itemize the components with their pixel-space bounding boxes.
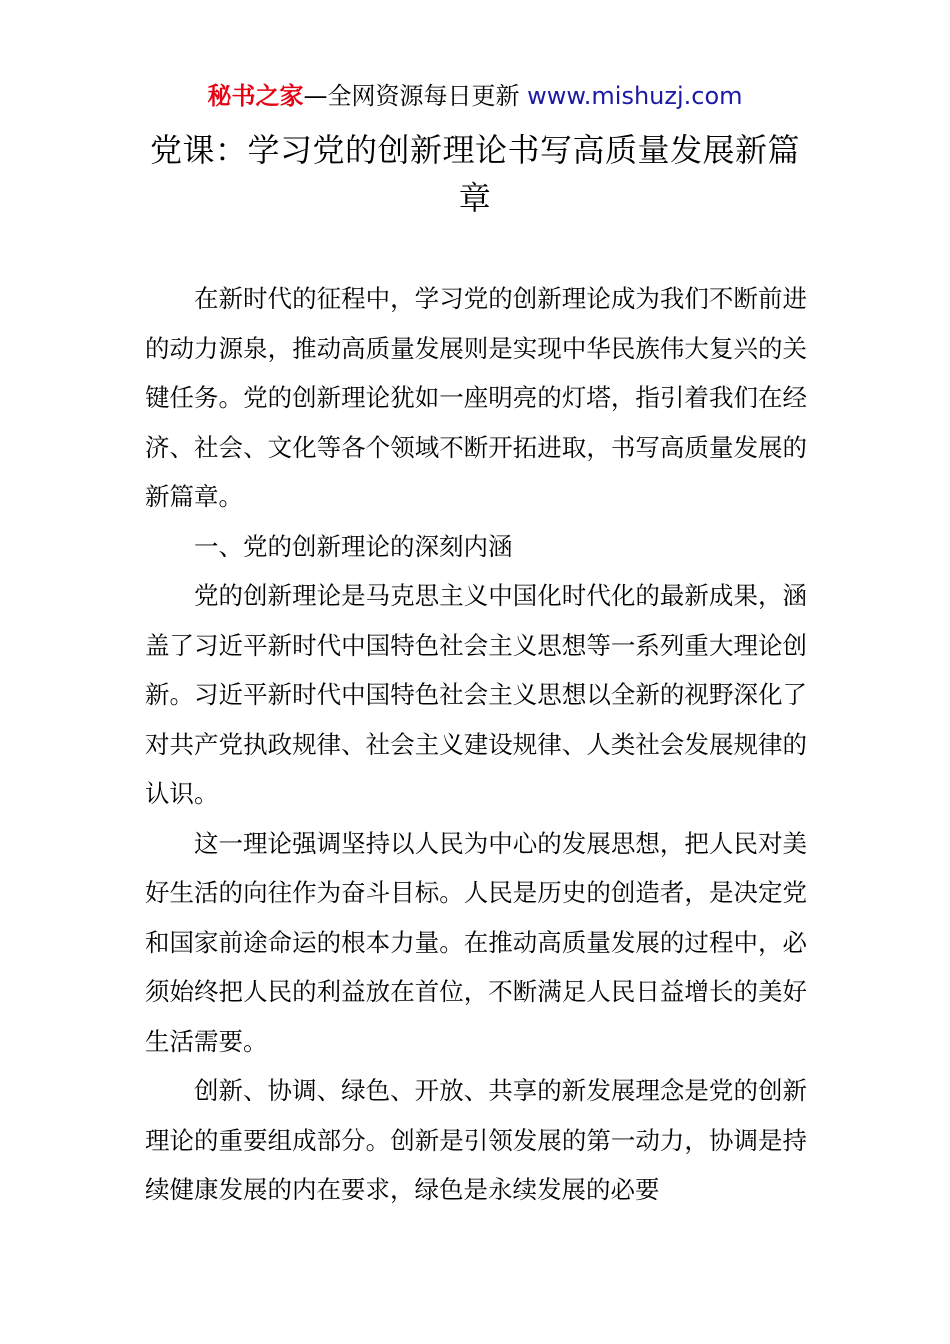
section-heading: 一、党的创新理论的深刻内涵 (194, 531, 513, 561)
site-tagline: —全网资源每日更新 (303, 82, 528, 110)
site-url-link[interactable]: www.mishuzj.com (527, 82, 743, 110)
paragraph-3: 创新、协调、绿色、开放、共享的新发展理念是党的创新理论的重要组成部分。创新是引领发展的第一动力，协调是持续健康发展的内在要求，绿色是永续发展的必要 (145, 1076, 807, 1204)
document-body (145, 274, 807, 1215)
site-header (0, 80, 950, 112)
site-brand: 秘书之家 (207, 82, 304, 110)
document-title: 党课：学习党的创新理论书写高质量发展新篇章 (149, 131, 800, 217)
paragraph-2: 这一理论强调坚持以人民为中心的发展思想，把人民对美好生活的向往作为奋斗目标。人民是历史的创造者，是决定党和国家前途命运的根本力量。在推动高质量发展的过程中，必须始终把人民的利益放在首位，不断满足人民日益增长的美好生活需要。 (145, 828, 807, 1056)
paragraph-intro: 在新时代的征程中，学习党的创新理论成为我们不断前进的动力源泉，推动高质量发展则是实现中华民族伟大复兴的关键任务。党的创新理论犹如一座明亮的灯塔，指引着我们在经济、社会、文化等各个领域不断开拓进取，书写高质量发展的新篇章。 (145, 284, 807, 511)
paragraph-1: 党的创新理论是马克思主义中国化时代化的最新成果，涵盖了习近平新时代中国特色社会主义思想等一系列重大理论创新。习近平新时代中国特色社会主义思想以全新的视野深化了对共产党执政规律、社会主义建设规律、人类社会发展规律的认识。 (145, 581, 807, 808)
